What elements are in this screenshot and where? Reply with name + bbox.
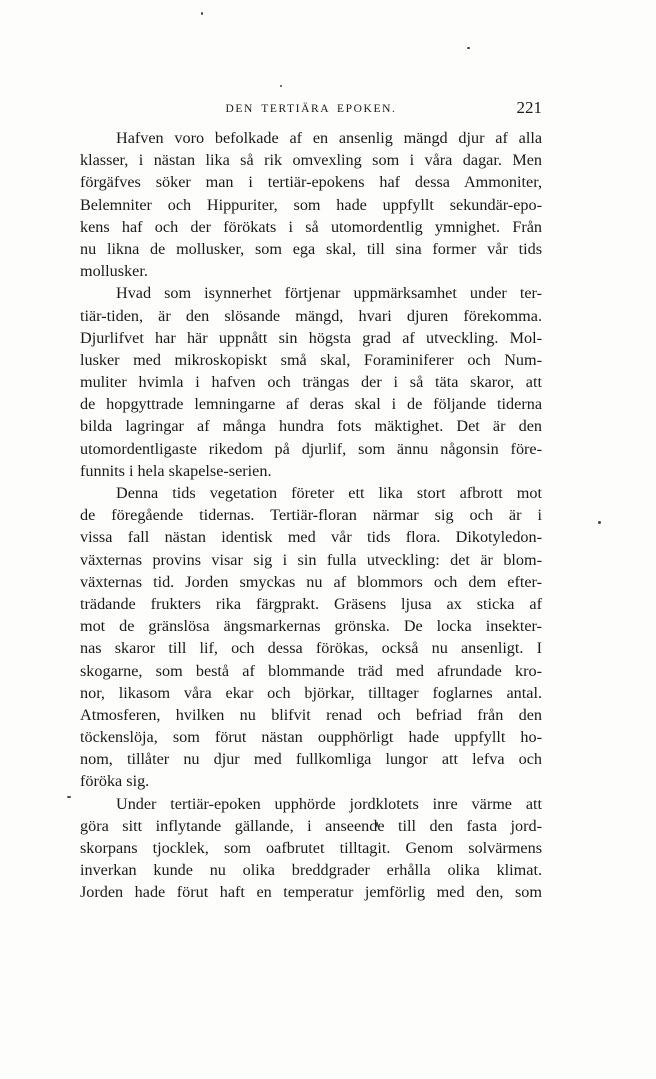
text-line: mollusker. [80,262,148,281]
text-line: tiär-tiden, är den slösande mängd, hvari djuren förekomma. [80,306,542,325]
paragraph [80,127,542,282]
text-line: Under tertiär-epoken upphörde jordklotets inre värme att [116,794,542,813]
text-line: göra sitt inflytande gällande, i anseende till den fasta jord- [80,816,542,835]
speck-mark [467,47,470,49]
text-line: de föregående tidernas. Tertiär-floran närmar sig och är i [80,506,542,525]
text-line: förgäfves söker man i tertiär-epokens haf dessa Ammoniter, [80,173,542,192]
text-line: muliter hvimla i hafven och trängas der i så täta skaror, att [80,373,542,392]
text-line: nas skaror till lif, och dessa förökas, också nu ansenligt. I [80,639,542,658]
text-line: funnits i hela skapelse-serien. [80,461,272,480]
text-line: töckenslöja, som förut nästan oupphörligt hade uppfyllt ho- [80,728,542,747]
page-number: 221 [516,98,542,117]
text-line: Atmosferen, hvilken nu blifvit renad och befriad från den [80,705,542,724]
text-line: utomordentligaste rikedom på djurlif, som ännu någonsin före- [80,439,542,458]
body-text [80,127,542,904]
text-line: nom, tillåter nu djur med fullkomliga lungor att lefva och [80,750,542,769]
speck-mark [67,796,71,798]
text-line: nor, likasom våra ekar och björkar, tilltager foglarnes antal. [80,683,542,702]
text-line: Denna tids vegetation företer ett lika stort afbrott mot [116,484,542,502]
text-line: Belemniter och Hippuriter, som hade uppfyllt sekundär-epo- [80,195,542,214]
paragraph [80,282,542,482]
text-line: Hafven voro befolkade af en ansenlig mängd djur af alla [116,129,542,147]
text-line: skogarne, som bestå af blommande träd med afrundade kro- [80,661,542,680]
paragraph [80,482,542,793]
running-title: DEN TERTIÄRA EPOKEN. [225,103,397,115]
text-line: Hvad som isynnerhet förtjenar uppmärksamhet under ter- [116,284,542,303]
text-line: föröka sig. [80,772,150,791]
text-line: vissa fall nästan identisk med vår tids flora. Dikotyledon- [80,528,542,547]
text-line: växternas provins visar sig i sin fulla utveckling: det är blom- [80,550,542,569]
text-line: mot de gränslösa ängsmarkernas grönska. De locka insekter- [80,617,542,636]
text-line: skorpans tjocklek, som oafbrutet tilltagit. Genom solvärmens [80,839,542,857]
text-line: nu likna de mollusker, som ega skal, till sina former vår tids [80,239,542,258]
speck-mark [201,12,203,15]
text-line: bilda lagringar af många hundra fots mäktighet. Det är den [80,417,542,436]
text-line: Djurlifvet har här uppnått sin högsta grad af utveckling. Mol- [80,328,542,347]
text-line: trädande frukters rika färgprakt. Gräsens ljusa ax sticka af [80,594,542,613]
text-line: inverkan kunde nu olika breddgrader erhålla olika klimat. [80,861,542,880]
page-header [80,97,542,123]
text-line: lusker med mikroskopiskt små skal, Foraminiferer och Num- [80,350,542,369]
paragraph [80,793,542,904]
speck-mark [280,85,282,87]
text-line: kens haf och der förökats i så utomordentlig ymnighet. Från [80,217,542,236]
text-line: de hopgyttrade lemningarne af deras skal i de följande tiderna [80,395,542,414]
text-line: Jorden hade förut haft en temperatur jemförlig med den, som [80,883,542,902]
text-line: växternas tid. Jorden smyckas nu af blommors och dem efter- [80,572,542,591]
text-line: klasser, i nästan lika så rik omvexling som i våra dagar. Men [80,151,542,170]
speck-mark [598,521,601,524]
